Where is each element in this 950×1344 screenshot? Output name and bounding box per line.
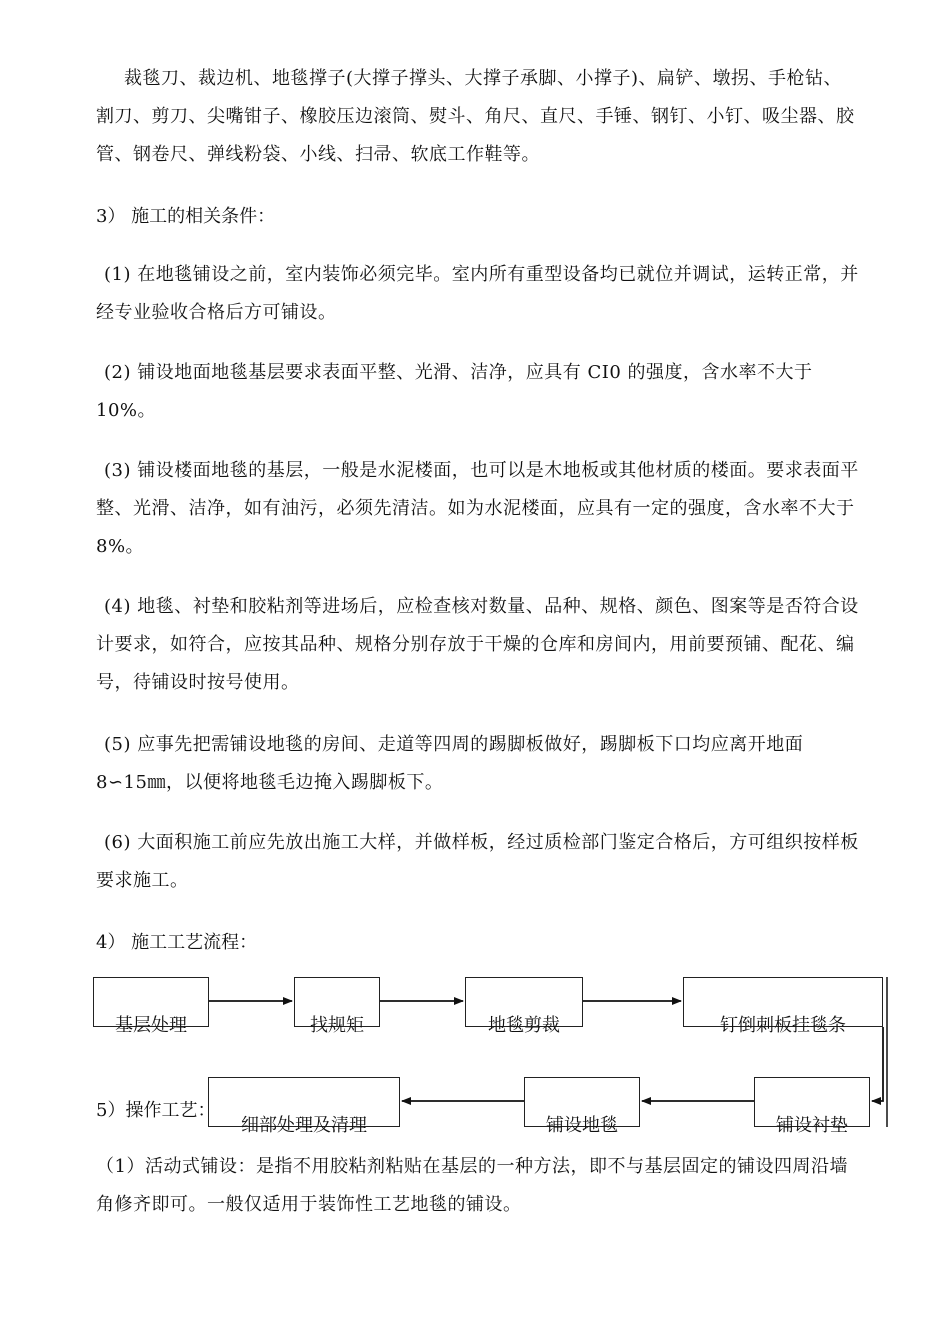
- flow-label-step4: 钉倒刺板挂毯条: [720, 1015, 846, 1036]
- condition-1: (1) 在地毯铺设之前，室内装饰必须完毕。室内所有重型设备均已就位并调试，运转正常，并经专业验收合格后方可铺设。: [96, 264, 859, 323]
- flow-label-step3: 地毯剪裁: [488, 1015, 560, 1036]
- flow-label-step7: 细部处理及清理: [241, 1115, 367, 1136]
- condition-3: (3) 铺设楼面地毯的基层，一般是水泥楼面，也可以是木地板或其他材质的楼面。要求表面平整、光滑、洁净，如有油污，必须先清洁。如为水泥楼面，应具有一定的强度，含水率不大于 8%。: [96, 460, 859, 557]
- arrow-4-5: [872, 1027, 883, 1101]
- flow-label-step5: 铺设衬垫: [776, 1115, 848, 1136]
- condition-5: (5) 应事先把需铺设地毯的房间、走道等四周的踢脚板做好，踢脚板下口均应离开地面 8∽15㎜，以便将地毯毛边掩入踢脚板下。: [96, 734, 804, 793]
- condition-4: (4) 地毯、衬垫和胶粘剂等进场后，应检查核对数量、品种、规格、颜色、图案等是否符合设计要求，如符合，应按其品种、规格分别存放于干燥的仓库和房间内，用前要预铺、配花、编号，待铺设时按号使用。: [96, 596, 859, 693]
- flow-label-step1: 基层处理: [115, 1015, 187, 1036]
- tools-paragraph: 裁毯刀、裁边机、地毯撑子(大撑子撑头、大撑子承脚、小撑子)、扁铲、墩拐、手枪钻、割刀、剪刀、尖嘴钳子、橡胶压边滚筒、熨斗、角尺、直尺、手锤、钢钉、小钉、吸尘器、胶管、钢卷尺、弹线粉袋、小线、扫帚、软底工作鞋等。: [96, 68, 855, 165]
- flow-label-step6: 铺设地毯: [546, 1115, 618, 1136]
- flow-label-step2: 找规矩: [310, 1015, 364, 1036]
- section-3-heading: 3） 施工的相关条件：: [96, 206, 276, 227]
- condition-6: (6) 大面积施工前应先放出施工大样，并做样板，经过质检部门鉴定合格后，方可组织按样板要求施工。: [96, 832, 859, 891]
- section-4-heading: 4） 施工工艺流程：: [96, 932, 258, 953]
- condition-2: (2) 铺设地面地毯基层要求表面平整、光滑、洁净，应具有 CI0 的强度，含水率不大于 10%。: [96, 362, 813, 421]
- operation-1: （1）活动式铺设：是指不用胶粘剂粘贴在基层的一种方法，即不与基层固定的铺设四周沿墙角修齐即可。一般仅适用于装饰性工艺地毯的铺设。: [96, 1156, 848, 1215]
- section-5-heading: 5）操作工艺：: [96, 1100, 216, 1121]
